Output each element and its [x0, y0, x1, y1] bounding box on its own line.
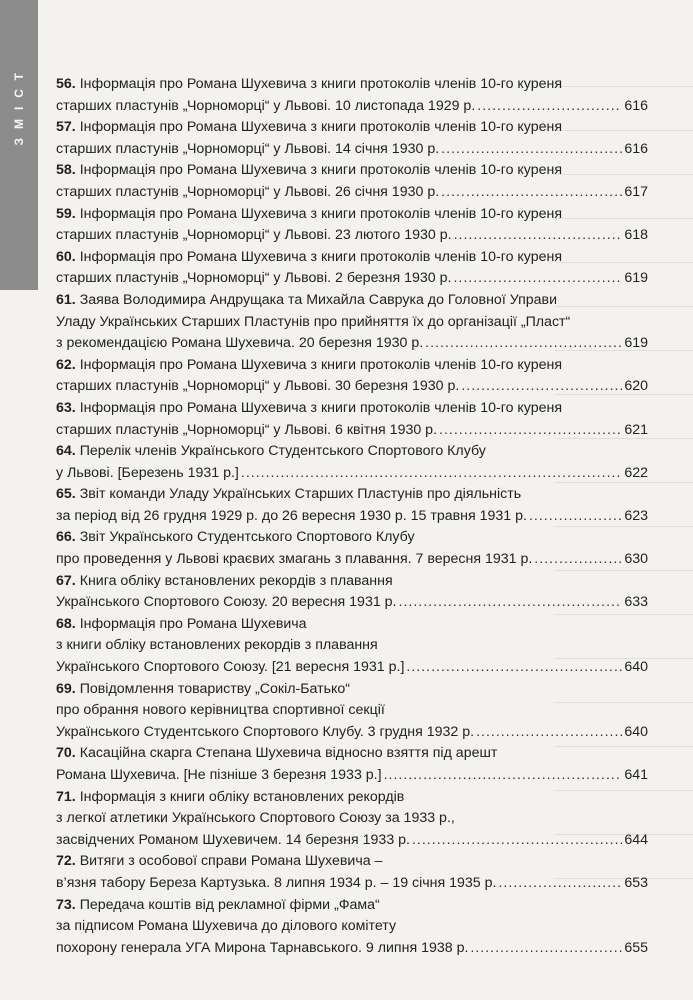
toc-entry-line	[56, 916, 648, 938]
toc-entry[interactable]	[56, 160, 648, 203]
toc-entry-text: Інформація про Романа Шухевича з книги протоколів членів 10-го куреня	[79, 119, 563, 136]
table-of-contents	[56, 74, 648, 959]
toc-entry-page: 644	[624, 831, 648, 848]
toc-entry[interactable]	[56, 679, 648, 744]
toc-entry-line	[56, 441, 648, 463]
toc-entry-text: в’язня табору Береза Картузька. 8 липня 1934 р. – 19 січня 1935 р.	[56, 874, 497, 891]
toc-entry-page: 640	[624, 659, 648, 676]
toc-entry-text: з легкої атлетики Українського Спортового Союзу за 1933 р.,	[56, 810, 455, 827]
leader-dots	[406, 657, 622, 679]
toc-entry-number: 56.	[56, 76, 76, 92]
toc-entry-last-line	[56, 225, 648, 247]
toc-entry-page: 630	[624, 551, 648, 568]
toc-entry[interactable]	[56, 614, 648, 679]
toc-entry-line	[56, 398, 648, 420]
toc-entry-number: 73.	[56, 896, 76, 913]
toc-entry-line	[56, 74, 648, 96]
side-tab	[0, 0, 38, 290]
toc-entry-text: Українського Спортового Союзу. 20 вересня 1931 р.	[56, 594, 397, 611]
leader-dots	[399, 592, 623, 614]
toc-entry-text: за період від 26 грудня 1929 р. до 26 вересня 1930 р. 15 травня 1931 р.	[56, 507, 527, 524]
toc-entry[interactable]	[56, 527, 648, 570]
toc-entry-last-line	[56, 873, 648, 895]
toc-entry-last-line	[56, 463, 648, 485]
toc-entry[interactable]	[56, 571, 648, 614]
toc-entry-page: 618	[624, 227, 648, 244]
toc-entry[interactable]	[56, 743, 648, 786]
toc-entry[interactable]	[56, 398, 648, 441]
toc-entry-text: похорону генерала УГА Мирона Тарнавського. 9 липня 1938 р.	[56, 939, 469, 956]
toc-entry-text: Повідомлення товариству „Сокіл-Батько“	[79, 680, 350, 697]
toc-entry-last-line	[56, 506, 648, 528]
toc-entry-page: 617	[624, 183, 648, 200]
leader-dots	[412, 830, 622, 852]
toc-entry-line	[56, 700, 648, 722]
toc-entry-text: за підписом Романа Шухевича до ділового комітету	[56, 918, 397, 935]
toc-entry[interactable]	[56, 74, 648, 117]
toc-entry-text: Українського Студентського Спортового Клубу. 3 грудня 1932 р.	[56, 723, 475, 740]
toc-entry-last-line	[56, 592, 648, 614]
toc-entry[interactable]	[56, 787, 648, 852]
toc-entry-page: 620	[624, 378, 648, 395]
toc-entry-text: старших пластунів „Чорноморці“ у Львові. 30 березня 1930 р.	[56, 378, 460, 395]
toc-entry-number: 71.	[56, 788, 76, 805]
toc-entry-text: Уладу Українських Старших Пластунів про прийняття їх до організації „Пласт“	[56, 313, 571, 330]
toc-entry-last-line	[56, 420, 648, 442]
toc-entry-text: старших пластунів „Чорноморці“ у Львові. 26 січня 1930 р.	[56, 183, 440, 200]
toc-entry-page: 641	[624, 767, 648, 783]
toc-entry-text: Інформація про Романа Шухевича з книги протоколів членів 10-го куреня	[79, 76, 563, 92]
toc-entry-number: 57.	[56, 119, 76, 136]
toc-entry-last-line	[56, 722, 648, 744]
leader-dots	[461, 376, 622, 398]
toc-entry-text: старших пластунів „Чорноморці“ у Львові. 14 січня 1930 р.	[56, 140, 440, 157]
leader-dots	[470, 938, 622, 960]
toc-entry[interactable]	[56, 851, 648, 894]
toc-entry-line	[56, 117, 648, 139]
toc-entry-page: 616	[624, 140, 648, 157]
toc-entry[interactable]	[56, 204, 648, 247]
leader-dots	[477, 96, 622, 118]
toc-entry-page: 616	[624, 97, 648, 114]
toc-entry-last-line	[56, 182, 648, 204]
leader-dots	[384, 765, 623, 787]
toc-entry-page: 622	[624, 464, 648, 481]
toc-entry-text: у Львові. [Березень 1931 р.]	[56, 464, 239, 481]
toc-entry-text: Інформація про Романа Шухевича з книги протоколів членів 10-го куреня	[79, 205, 563, 222]
toc-entry-text: Інформація про Романа Шухевича з книги протоколів членів 10-го куреня	[79, 399, 563, 416]
toc-entry-text: Інформація про Романа Шухевича з книги протоколів членів 10-го куреня	[79, 248, 563, 265]
toc-entry-text: старших пластунів „Чорноморці“ у Львові. 6 квітня 1930 р.	[56, 421, 438, 438]
toc-entry-text: Заява Володимира Андрущака та Михайла Саврука до Головної Управи	[79, 291, 557, 308]
toc-entry-page: 640	[624, 723, 648, 740]
toc-entry-text: Передача коштів від рекламної фірми „Фама“	[79, 896, 380, 913]
toc-entry-text: з книги обліку встановлених рекордів з плавання	[56, 637, 378, 654]
toc-entry-number: 65.	[56, 486, 76, 503]
toc-entry-page: 623	[624, 507, 648, 524]
toc-entry[interactable]	[56, 117, 648, 160]
toc-entry-text: Звіт команди Уладу Українських Старших Пластунів про діяльність	[79, 486, 522, 503]
toc-entry-line	[56, 312, 648, 334]
toc-entry-text: з рекомендацією Романа Шухевича. 20 березня 1930 р.	[56, 335, 424, 352]
toc-entry-line	[56, 247, 648, 269]
leader-dots	[529, 506, 622, 528]
toc-entry-line	[56, 571, 648, 593]
toc-entry[interactable]	[56, 290, 648, 355]
toc-entry-line	[56, 527, 648, 549]
toc-entry-text: Інформація про Романа Шухевича з книги протоколів членів 10-го куреня	[79, 356, 563, 373]
toc-entry-page: 619	[624, 335, 648, 352]
toc-entry-text: Інформація з книги обліку встановлених рекордів	[79, 788, 405, 805]
leader-dots	[425, 333, 622, 355]
toc-entry-number: 69.	[56, 680, 76, 697]
toc-entry-number: 66.	[56, 529, 76, 546]
leader-dots	[441, 182, 622, 204]
leader-dots	[534, 549, 622, 571]
toc-entry-line	[56, 484, 648, 506]
toc-entry-line	[56, 614, 648, 636]
toc-entry-page: 621	[624, 421, 648, 438]
toc-entry-line	[56, 787, 648, 809]
leader-dots	[441, 139, 622, 161]
toc-entry-text: старших пластунів „Чорноморці“ у Львові. 10 листопада 1929 р.	[56, 97, 476, 114]
side-tab-label: ЗМІСТ	[12, 64, 26, 146]
toc-entry-page: 655	[624, 939, 648, 956]
toc-entry-line	[56, 290, 648, 312]
leader-dots	[476, 722, 622, 744]
toc-entry-line	[56, 808, 648, 830]
toc-entry-text: Витяги з особової справи Романа Шухевича –	[79, 853, 383, 870]
toc-entry-line	[56, 355, 648, 377]
leader-dots	[453, 268, 622, 290]
toc-entry-text: Інформація про Романа Шухевича	[79, 615, 307, 632]
toc-entry-line	[56, 204, 648, 226]
toc-entry-line	[56, 160, 648, 182]
leader-dots	[241, 463, 622, 485]
toc-entry-last-line	[56, 96, 648, 118]
toc-entry-number: 61.	[56, 291, 76, 308]
toc-entry-number: 63.	[56, 399, 76, 416]
toc-entry-last-line	[56, 333, 648, 355]
toc-entry-number: 72.	[56, 853, 76, 870]
toc-entry-text: засвідчених Романом Шухевичем. 14 березня 1933 р.	[56, 831, 410, 848]
toc-entry-page: 619	[624, 270, 648, 287]
toc-entry-text: про проведення у Львові краєвих змагань з плавання. 7 вересня 1931 р.	[56, 551, 533, 568]
toc-entry-number: 70.	[56, 745, 76, 762]
toc-entry-text: Касаційна скарга Степана Шухевича відносно взяття під арешт	[79, 745, 498, 762]
toc-entry-line	[56, 743, 648, 765]
toc-entry-text: Романа Шухевича. [Не пізніше 3 березня 1933 р.]	[56, 767, 382, 783]
toc-entry-text: старших пластунів „Чорноморці“ у Львові. 2 березня 1930 р.	[56, 270, 452, 287]
toc-entry-last-line	[56, 549, 648, 571]
leader-dots	[498, 873, 622, 895]
toc-entry-number: 62.	[56, 356, 76, 373]
toc-entry[interactable]	[56, 247, 648, 290]
toc-entry[interactable]	[56, 484, 648, 527]
toc-entry-number: 60.	[56, 248, 76, 265]
toc-entry-line	[56, 679, 648, 701]
toc-entry-last-line	[56, 139, 648, 161]
toc-entry-page: 653	[624, 874, 648, 891]
leader-dots	[454, 225, 623, 247]
toc-entry[interactable]	[56, 355, 648, 398]
toc-entry-text: Перелік членів Українського Студентського Спортового Клубу	[79, 443, 486, 460]
toc-entry[interactable]	[56, 441, 648, 484]
toc-entry-number: 58.	[56, 162, 76, 179]
toc-entry-last-line	[56, 376, 648, 398]
toc-entry-last-line	[56, 268, 648, 290]
toc-entry[interactable]	[56, 895, 648, 960]
toc-entry-text: Українського Спортового Союзу. [21 вересня 1931 р.]	[56, 659, 405, 676]
toc-entry-last-line	[56, 765, 648, 787]
toc-entry-text: Інформація про Романа Шухевича з книги протоколів членів 10-го куреня	[79, 162, 563, 179]
toc-entry-line	[56, 851, 648, 873]
toc-entry-line	[56, 895, 648, 917]
toc-entry-text: Книга обліку встановлених рекордів з плавання	[79, 572, 393, 589]
leader-dots	[439, 420, 622, 442]
toc-entry-number: 67.	[56, 572, 76, 589]
toc-entry-number: 64.	[56, 443, 76, 460]
toc-entry-page: 633	[624, 594, 648, 611]
toc-entry-last-line	[56, 938, 648, 960]
toc-entry-last-line	[56, 830, 648, 852]
toc-entry-text: Звіт Українського Студентського Спортового Клубу	[79, 529, 415, 546]
toc-entry-last-line	[56, 657, 648, 679]
toc-entry-text: про обрання нового керівництва спортивної секції	[56, 702, 385, 719]
toc-entry-text: старших пластунів „Чорноморці“ у Львові. 23 лютого 1930 р.	[56, 227, 452, 244]
toc-entry-number: 68.	[56, 615, 76, 632]
toc-entry-number: 59.	[56, 205, 76, 222]
toc-entry-line	[56, 635, 648, 657]
